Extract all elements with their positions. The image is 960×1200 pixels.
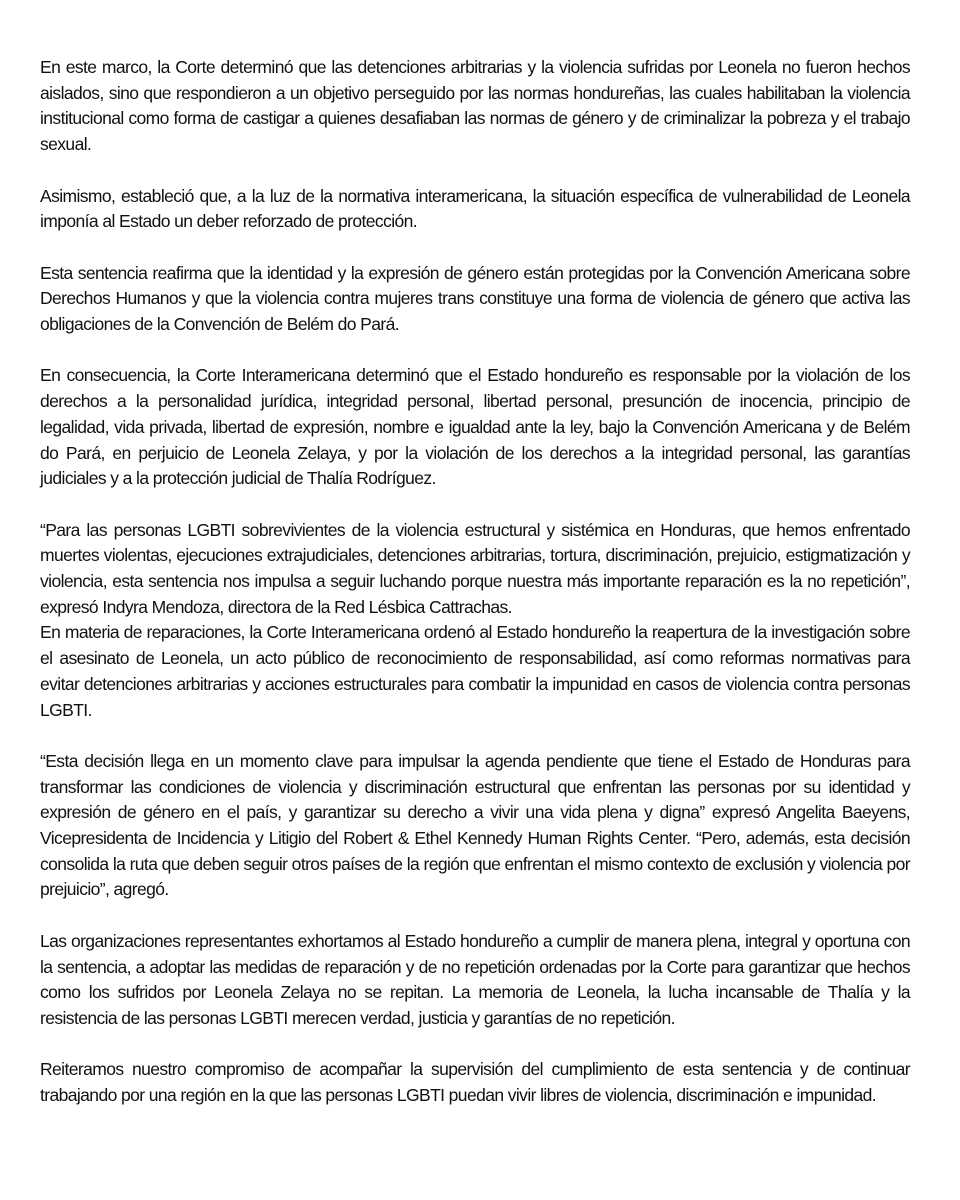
paragraph-responsabilidad: En consecuencia, la Corte Interamericana determinó que el Estado hondureño es responsable por la violación de los derechos a la personalidad jurídica, integridad personal, libertad personal, presunción de inocencia, principio de legalidad, vida privada, libertad de expresión, nombre e igualdad ante la ley, bajo la Convención Americana y de Belém do Pará, en perjuicio de Leonela Zelaya, y por la violación de los derechos a la integridad personal, las garantías judiciales y a la protección judicial de Thalía Rodríguez. <box>40 365 910 489</box>
paragraph-identidad-genero: Esta sentencia reafirma que la identidad y la expresión de género están protegidas por la Convención Americana sobre Derechos Humanos y que la violencia contra mujeres trans constituye una forma de violencia de género que activa las obligaciones de la Convención de Belém do Pará. <box>40 262 910 334</box>
paragraph-exhortacion: Las organizaciones representantes exhortamos al Estado hondureño a cumplir de manera plena, integral y oportuna con la sentencia, a adoptar las medidas de reparación y de no repetición ordenadas por la Corte para garantizar que hechos como los sufridos por Leonela Zelaya no se repitan. La memoria de Leonela, la lucha incansable de Thalía y la resistencia de las personas LGBTI merecen verdad, justicia y garantías de no repetición. <box>40 930 910 1028</box>
paragraph-compromiso: Reiteramos nuestro compromiso de acompañar la supervisión del cumplimiento de esta sentencia y de continuar trabajando por una región en la que las personas LGBTI puedan vivir libres de violencia, discriminación e impunidad. <box>40 1059 910 1106</box>
paragraph-cita-mendoza: “Para las personas LGBTI sobrevivientes de la violencia estructural y sistémica en Honduras, que hemos enfrentado muertes violentas, ejecuciones extrajudiciales, detenciones arbitrarias, tortura, discriminación, prejuicio, estigmatización y violencia, esta sentencia nos impulsa a seguir luchando porque nuestra más importante reparación es la no repetición”, expresó Indyra Mendoza, directora de la Red Lésbica Cattrachas. <box>40 519 910 617</box>
document-body <box>40 55 910 1134</box>
paragraph-vulnerabilidad: Asimismo, estableció que, a la luz de la normativa interamericana, la situación específica de vulnerabilidad de Leonela imponía al Estado un deber reforzado de protección. <box>40 185 910 232</box>
paragraph-detenciones: En este marco, la Corte determinó que las detenciones arbitrarias y la violencia sufridas por Leonela no fueron hechos aislados, sino que respondieron a un objetivo perseguido por las normas hondureñas, las cuales habilitaban la violencia institucional como forma de castigar a quienes desafiaban las normas de género y de criminalizar la pobreza y el trabajo sexual. <box>40 57 910 155</box>
paragraph-reparaciones: En materia de reparaciones, la Corte Interamericana ordenó al Estado hondureño la reapertura de la investigación sobre el asesinato de Leonela, un acto público de reconocimiento de responsabilidad, así como reformas normativas para evitar detenciones arbitrarias y acciones estructurales para combatir la impunidad en casos de violencia contra personas LGBTI. <box>40 622 910 720</box>
paragraph-cita-baeyens: “Esta decisión llega en un momento clave para impulsar la agenda pendiente que tiene el Estado de Honduras para transformar las condiciones de violencia y discriminación estructural que enfrentan las personas por su identidad y expresión de género en el país, y garantizar su derecho a vivir una vida plena y digna” expresó Angelita Baeyens, Vicepresidenta de Incidencia y Litigio del Robert & Ethel Kennedy Human Rights Center. “Pero, además, esta decisión consolida la ruta que deben seguir otros países de la región que enfrentan el mismo contexto de exclusión y violencia por prejuicio”, agregó. <box>40 750 910 900</box>
